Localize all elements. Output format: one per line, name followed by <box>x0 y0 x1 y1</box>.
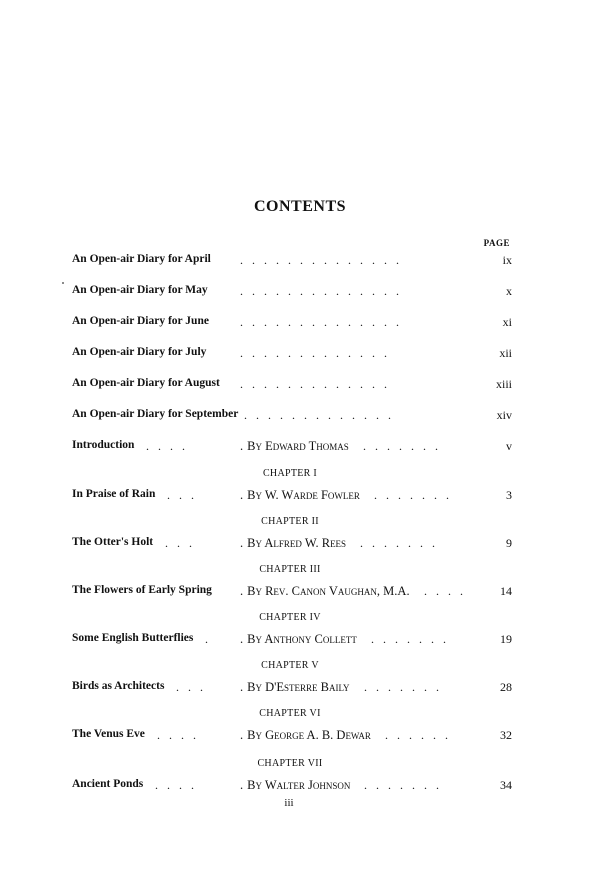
leader-dots: ... <box>176 680 212 694</box>
toc-entry <box>72 439 512 457</box>
entry-page-number: 14 <box>500 584 512 598</box>
leader-dots: .............. <box>240 315 408 329</box>
toc-entry <box>72 536 512 554</box>
toc-entry <box>72 632 512 650</box>
entry-page-number: ix <box>502 253 512 267</box>
entry-title: An Open-air Diary for September <box>72 408 239 420</box>
leader-dots: ....... <box>374 488 458 502</box>
chapter-number: CHAPTER II <box>261 516 319 527</box>
leader-dots: .... <box>146 439 194 453</box>
leader-dots: .... <box>424 584 472 598</box>
entry-title: An Open-air Diary for August <box>72 377 220 389</box>
entry-page-number: 34 <box>500 778 512 792</box>
leader-dots: ............. <box>244 408 400 422</box>
toc-entry <box>72 284 512 302</box>
leader-dots: .............. <box>240 284 408 298</box>
toc-entry <box>72 253 512 271</box>
chapter-number: CHAPTER VI <box>259 708 321 719</box>
entry-page-number: 28 <box>500 680 512 694</box>
contents-heading: CONTENTS <box>253 198 347 215</box>
entry-page-number: xii <box>499 346 512 360</box>
entry-title: Introduction <box>72 439 135 451</box>
entry-page-number: x <box>506 284 512 298</box>
entry-page-number: xiii <box>495 377 512 391</box>
leader-dots: ....... <box>360 536 444 550</box>
entry-author: . By Walter Johnson <box>240 778 351 792</box>
leader-dots: ....... <box>364 778 448 792</box>
toc-entry <box>72 778 512 796</box>
toc-entry <box>72 488 512 506</box>
entry-title: An Open-air Diary for June <box>72 315 209 327</box>
entry-page-number: xi <box>502 315 512 329</box>
leader-dots: .... <box>155 778 203 792</box>
entry-author: . By Anthony Collett <box>240 632 357 646</box>
leader-dots: ............. <box>240 377 396 391</box>
leader-dots: . <box>205 632 217 646</box>
leader-dots: .... <box>157 728 205 742</box>
entry-title: The Flowers of Early Spring <box>72 584 212 596</box>
entry-title: Birds as Architects <box>72 680 165 692</box>
chapter-number: CHAPTER IV <box>259 612 321 623</box>
entry-title: An Open-air Diary for April <box>72 253 211 265</box>
entry-title: Ancient Ponds <box>72 778 144 790</box>
toc-entry <box>72 408 512 426</box>
chapter-number: CHAPTER III <box>259 564 321 575</box>
chapter-number: CHAPTER VII <box>257 758 323 769</box>
entry-page-number: 19 <box>500 632 512 646</box>
entry-page-number: 9 <box>506 536 512 550</box>
entry-page-number: xiv <box>496 408 512 422</box>
leader-dots: .............. <box>240 253 408 267</box>
chapter-number: CHAPTER V <box>261 660 319 671</box>
entry-author: . By W. Warde Fowler <box>240 488 360 502</box>
leader-dots: ... <box>167 488 203 502</box>
entry-title: In Praise of Rain <box>72 488 156 500</box>
toc-entry <box>72 315 512 333</box>
leader-dots: ...... <box>385 728 457 742</box>
entry-title: An Open-air Diary for July <box>72 346 207 358</box>
entry-title: An Open-air Diary for May <box>72 284 208 296</box>
page-folio: iii <box>284 797 294 809</box>
entry-title: Some English Butterflies <box>72 632 194 644</box>
entry-author: . By Rev. Canon Vaughan, M.A. <box>240 584 410 598</box>
leader-dots: ....... <box>364 680 448 694</box>
toc-entry <box>72 584 512 602</box>
page-column-label: PAGE <box>483 238 510 248</box>
chapter-number: CHAPTER I <box>262 468 318 479</box>
leader-dots: ....... <box>371 632 455 646</box>
leader-dots: ....... <box>363 439 447 453</box>
toc-entry <box>72 377 512 395</box>
toc-entry <box>72 680 512 698</box>
entry-author: . By Alfred W. Rees <box>240 536 347 550</box>
print-speck <box>62 282 64 284</box>
entry-author: . By Edward Thomas <box>240 439 349 453</box>
entry-title: The Venus Eve <box>72 728 145 740</box>
leader-dots: ............. <box>240 346 396 360</box>
entry-page-number: 32 <box>500 728 512 742</box>
toc-entry <box>72 346 512 364</box>
toc-entry <box>72 728 512 746</box>
leader-dots: ... <box>165 536 201 550</box>
entry-page-number: 3 <box>506 488 512 502</box>
entry-page-number: v <box>506 439 512 453</box>
entry-author: . By George A. B. Dewar <box>240 728 371 742</box>
entry-author: . By D'Esterre Baily <box>240 680 350 694</box>
entry-title: The Otter's Holt <box>72 536 154 548</box>
